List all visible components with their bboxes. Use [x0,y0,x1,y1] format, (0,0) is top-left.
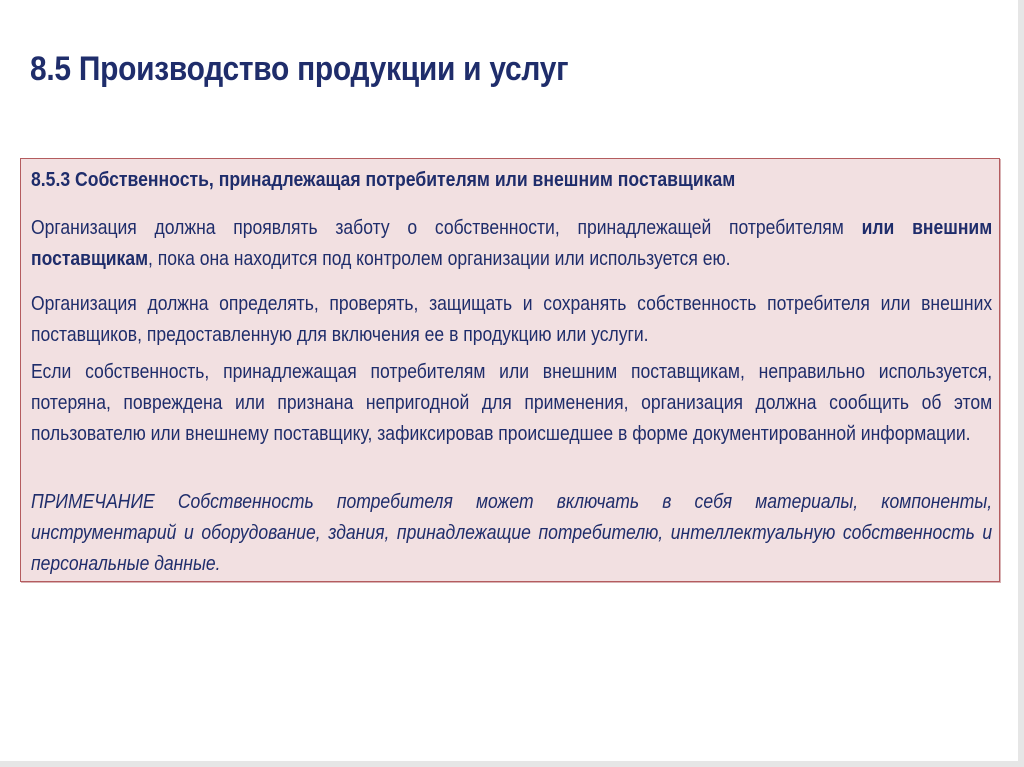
slide-title: 8.5 Производство продукции и услуг [30,50,569,88]
note-paragraph: ПРИМЕЧАНИЕ Собственность потребителя может включать в себя материалы, компоненты, инструментарий и оборудование, здания, принадлежащие потребителю, интеллектуальную собственность и персональные данные. [31,491,993,575]
paragraph-1-bold-text: или внешним поставщикам [31,217,993,270]
paragraph-customer-property-care [31,213,992,275]
paragraph-lost-damaged-property: Если собственность, принадлежащая потребителям или внешним поставщикам, неправильно используется, потеряна, повреждена или признана непригодной для применения, организация должна сообщить об этом пользователю или внешнему поставщику, зафиксировав происшедшее в форме документированной информации. [31,361,993,445]
paragraph-1-text-a: Организация должна проявлять заботу о собственности, принадлежащей потребителям [31,217,862,239]
section-heading: 8.5.3 Собственность, принадлежащая потребителям или внешним поставщикам [31,169,736,191]
paragraph-1-text-b: , пока она находится под контролем организации или используется ею. [148,248,731,270]
paragraph-identify-verify-protect: Организация должна определять, проверять, защищать и сохранять собственность потребителя или внешних поставщиков, предоставленную для включения ее в продукцию или услуги. [31,293,993,346]
content-box [20,158,1000,582]
